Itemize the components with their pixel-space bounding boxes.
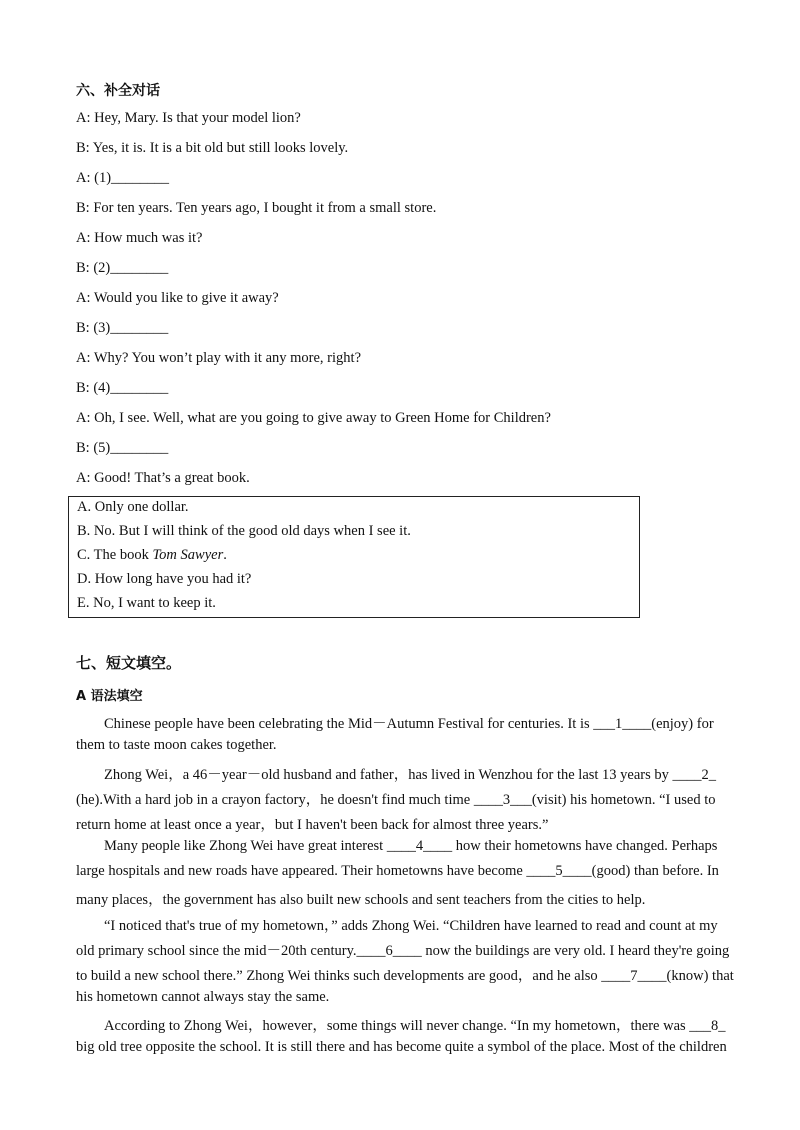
option-c-title: Tom Sawyer <box>152 547 224 563</box>
dialogue-line-1: A: Hey, Mary. Is that your model lion? <box>76 110 301 126</box>
dialogue-line-5: A: How much was it? <box>76 230 203 246</box>
passage-line-2: them to taste moon cakes together. <box>76 737 277 753</box>
passage-line-12: his hometown cannot always stay the same. <box>76 989 330 1005</box>
blank-7: ____7____ <box>601 968 667 984</box>
blank-5: ____5____ <box>526 863 592 879</box>
dialogue-line-10: B: (4)________ <box>76 380 169 396</box>
dialogue-line-2: B: Yes, it is. It is a bit old but still looks lovely. <box>76 140 349 156</box>
dialogue-line-3: A: (1)________ <box>76 170 170 186</box>
passage-text: how their hometowns have changed. Perhaps <box>452 838 718 854</box>
section-6-title: 六、补全对话 <box>76 83 160 99</box>
passage-text: (visit) his hometown. “I used to <box>531 792 716 808</box>
passage-line-7 <box>76 863 721 880</box>
passage-text: now the buildings are very old. I heard they're going <box>421 943 730 959</box>
passage-line-5: return home at least once a year，but I haven't been back for almost three years.” <box>76 817 549 833</box>
passage-line-9: “I noticed that's true of my hometown，” adds Zhong Wei. “Children have learned to read and count at my <box>104 918 718 934</box>
option-c <box>77 547 227 564</box>
passage-text: to build a new school there.” Zhong Wei thinks such developments are good，and he also <box>76 968 602 984</box>
passage-text: Zhong Wei，a 46－year－old husband and father，has lived in Wenzhou for the last 13 years by <box>104 767 673 783</box>
passage-line-11 <box>76 964 734 985</box>
option-d: D. How long have you had it? <box>77 571 252 587</box>
passage-line-10 <box>76 939 730 960</box>
option-c-prefix: C. The book <box>77 547 153 563</box>
passage-text: large hospitals and new roads have appeared. Their hometowns have become <box>76 863 527 879</box>
dialogue-line-7: A: Would you like to give it away? <box>76 290 279 306</box>
passage-line-4 <box>76 788 721 809</box>
passage-text: Chinese people have been celebrating the Mid－Autumn Festival for centuries. It is <box>104 716 594 732</box>
option-a: A. Only one dollar. <box>77 499 189 515</box>
passage-line-1 <box>104 712 749 733</box>
passage-text: old primary school since the mid－20th century. <box>76 943 357 959</box>
dialogue-line-12: B: (5)________ <box>76 440 169 456</box>
blank-1: ___1____ <box>593 716 652 732</box>
blank-8: ___8_ <box>689 1018 726 1034</box>
option-c-suffix: . <box>223 547 227 563</box>
dialogue-line-11: A: Oh, I see. Well, what are you going to give away to Green Home for Children? <box>76 410 551 426</box>
option-e: E. No, I want to keep it. <box>77 595 216 611</box>
passage-text: (enjoy) for <box>651 716 714 732</box>
passage-text: (good) than before. In <box>591 863 719 879</box>
section-7-title: 七、短文填空。 <box>76 654 182 672</box>
passage-text: Many people like Zhong Wei have great interest <box>104 838 387 854</box>
passage-line-13 <box>104 1014 749 1035</box>
passage-line-8: many places，the government has also built new schools and sent teachers from the cities to help. <box>76 892 646 908</box>
passage-line-6 <box>104 838 749 855</box>
dialogue-line-4: B: For ten years. Ten years ago, I bought it from a small store. <box>76 200 437 216</box>
passage-text: According to Zhong Wei，however，some things will never change. “In my hometown，there was <box>104 1018 690 1034</box>
option-b: B. No. But I will think of the good old days when I see it. <box>77 523 411 539</box>
section-7-subtitle: A 语法填空 <box>76 689 143 704</box>
dialogue-line-9: A: Why? You won’t play with it any more, right? <box>76 350 362 366</box>
passage-line-14: big old tree opposite the school. It is still there and has become quite a symbol of the place. Most of the children <box>76 1039 727 1055</box>
options-box <box>68 496 640 618</box>
passage-text: (he).With a hard job in a crayon factory，he doesn't find much time <box>76 792 474 808</box>
blank-2: ____2_ <box>672 767 717 783</box>
dialogue-line-6: B: (2)________ <box>76 260 169 276</box>
dialogue-line-13: A: Good! That’s a great book. <box>76 470 250 486</box>
blank-6: ____6____ <box>356 943 422 959</box>
blank-3: ____3___ <box>473 792 532 808</box>
blank-4: ____4____ <box>386 838 453 854</box>
passage-line-3 <box>104 763 749 784</box>
passage-text: (know) that <box>666 968 734 984</box>
dialogue-line-8: B: (3)________ <box>76 320 169 336</box>
